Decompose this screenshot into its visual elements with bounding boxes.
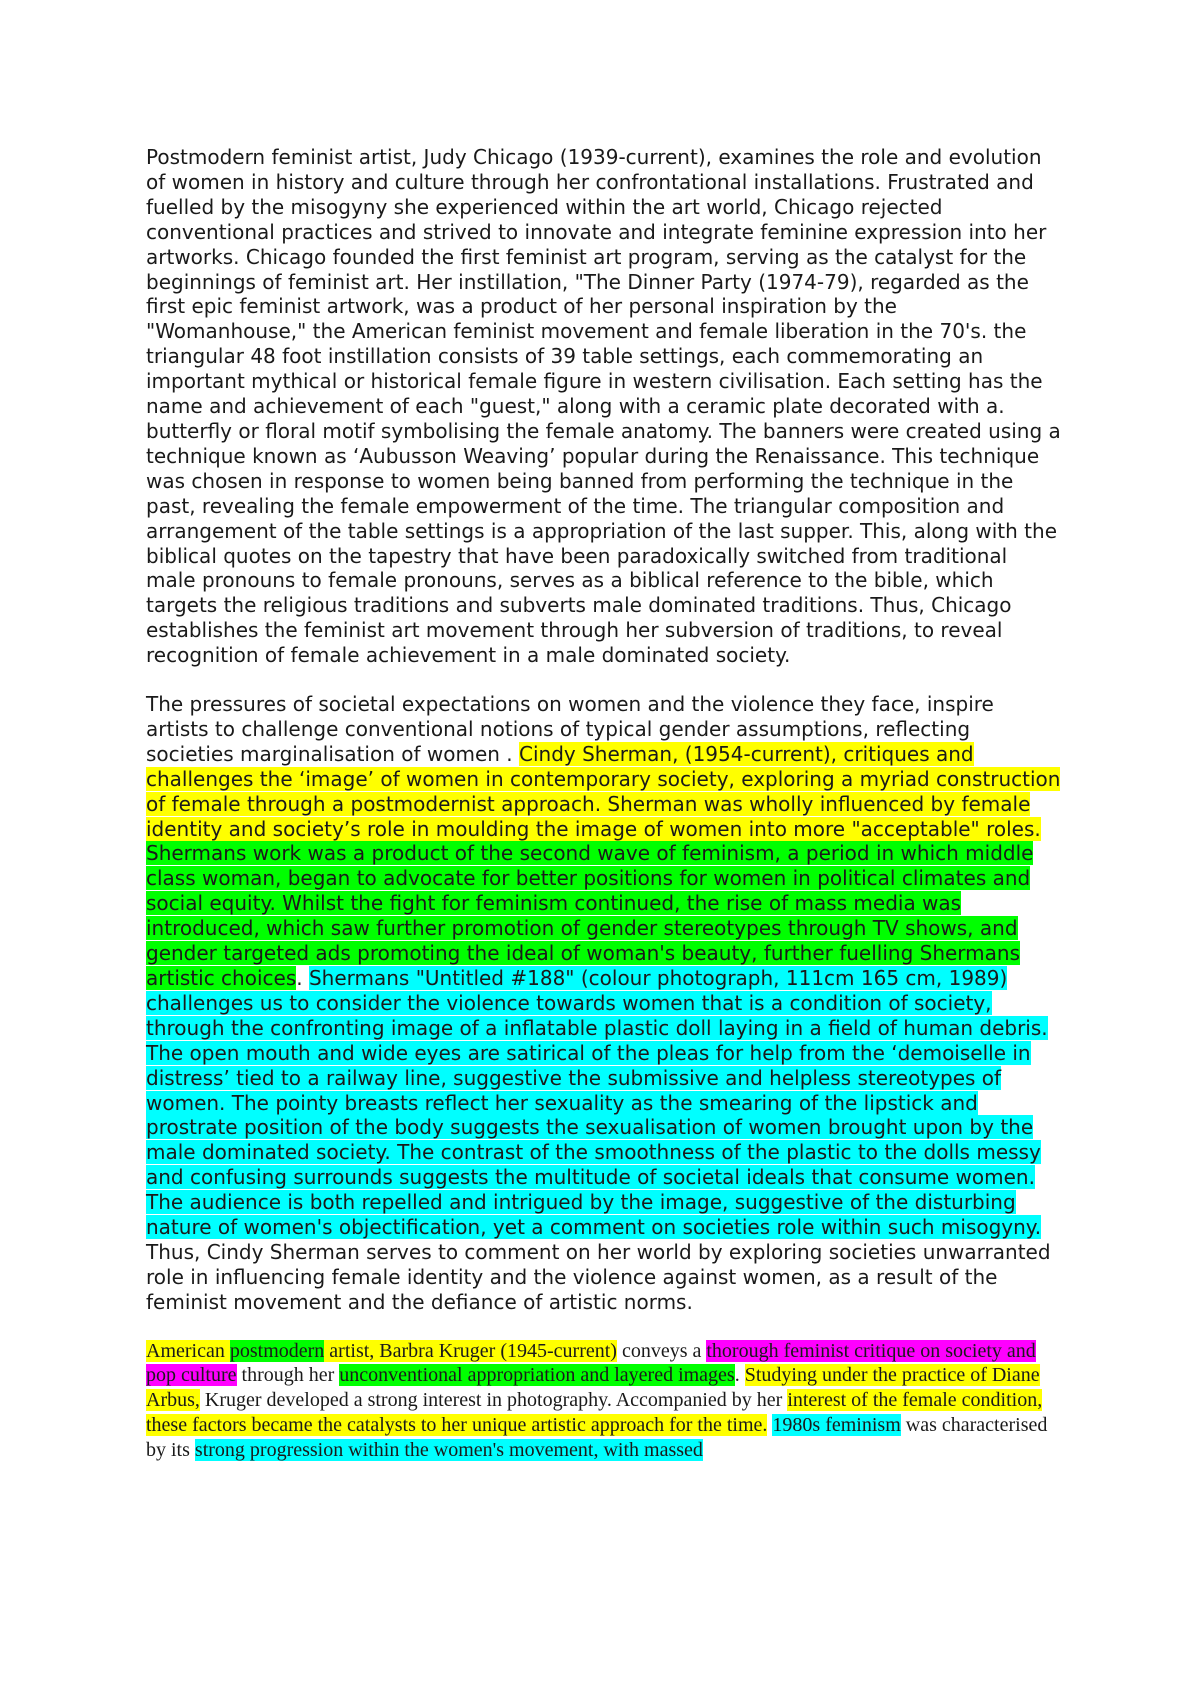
yellow-highlight: artist, Barbra Kruger (1945-current) xyxy=(324,1339,617,1362)
text-segment: The pressures of societal expectations on women and the violence they face, inspire artists to challenge conventional notions of typical gender assumptions, reflecting societies marginalisation of women . xyxy=(146,692,994,766)
text-segment: through her xyxy=(236,1364,340,1387)
yellow-highlight: interest of the female condition, these factors became the catalysts to her unique artistic approach for the time. xyxy=(146,1389,1043,1437)
text-segment: Kruger developed a strong interest in photography. Accompanied by her xyxy=(199,1389,788,1412)
green-highlight: Shermans work was a product of the second wave of feminism, a period in which middle class woman, began to advocate for better positions for women in political climates and social equity. Whilst the fight for feminism continued, the rise of mass media was introduced, which saw further promotion of gender stereotypes through TV shows, and gender targeted ads promoting the ideal of woman's beauty, further fuelling Shermans artistic choices xyxy=(146,841,1034,990)
text-segment: . xyxy=(296,966,309,990)
paragraph-barbra-kruger xyxy=(146,1339,1061,1463)
text-segment: . xyxy=(734,1364,745,1387)
text-segment: was characterised by its xyxy=(146,1414,1048,1461)
cyan-highlight: 1980s feminism xyxy=(772,1414,901,1437)
green-highlight: postmodern xyxy=(229,1339,325,1362)
yellow-highlight: Studying under the practice of Diane Arbus, xyxy=(146,1364,1040,1412)
text-segment: conveys a xyxy=(616,1339,707,1362)
cyan-highlight: Shermans "Untitled #188" (colour photograph, 111cm 165 cm, 1989) challenges us to consider the violence towards women that is a condition of society, through the confronting image of a inflatable plastic doll laying in a field of human debris. The open mouth and wide eyes are satirical of the pleas for help from the ‘demoiselle in distress’ tied to a railway line, suggestive the submissive and helpless stereotypes of women. The pointy breasts reflect her sexuality as the smearing of the lipstick and prostrate position of the body suggests the sexualisation of women brought upon by the male dominated society. The contrast of the smoothness of the plastic to the dolls messy and confusing surrounds suggests the multitude of societal ideals that consume women. The audience is both repelled and intrigued by the image, suggestive of the disturbing nature of women's objectification, yet a comment on societies role within such misogyny. xyxy=(146,966,1048,1240)
cyan-highlight: strong progression within the women's movement, with massed xyxy=(194,1438,703,1461)
yellow-highlight: American xyxy=(146,1339,230,1362)
magenta-highlight: thorough feminist critique on society and pop culture xyxy=(146,1339,1036,1387)
green-highlight: unconventional appropriation and layered images xyxy=(339,1364,735,1387)
paragraph-cindy-sherman xyxy=(146,692,1061,1315)
yellow-highlight: Cindy Sherman, (1954-current), critiques and challenges the ‘image’ of women in contemporary society, exploring a myriad construction of female through a postmodernist approach. Sherman was wholly influenced by female identity and society’s role in moulding the image of women into more "acceptable" roles. xyxy=(146,741,1061,841)
text-segment: Thus, Cindy Sherman serves to comment on her world by exploring societies unwarranted role in influencing female identity and the violence against women, as a result of the feminist movement and the defiance of artistic norms. xyxy=(146,1239,1051,1314)
document-page xyxy=(146,145,1061,1463)
paragraph-judy-chicago xyxy=(146,145,1061,668)
paragraph-text: Postmodern feminist artist, Judy Chicago (1939-current), examines the role and evolution of women in history and culture through her confrontational installations. Frustrated and fuelled by the misogyny she experienced within the art world, Chicago rejected conventional practices and strived to innovate and integrate feminine expression into her artworks. Chicago founded the first feminist art program, serving as the catalyst for the beginnings of feminist art. Her instillation, "The Dinner Party (1974-79), regarded as the first epic feminist artwork, was a product of her personal inspiration by the "Womanhouse," the American feminist movement and female liberation in the 70's. the triangular 48 foot instillation consists of 39 table settings, each commemorating an important mythical or historical female figure in western civilisation. Each setting has the name and achievement of each "guest," along with a ceramic plate decorated with a. butterfly or floral motif symbolising the female anatomy. The banners were created using a technique known as ‘Aubusson Weaving’ popular during the Renaissance. This technique was chosen in response to women being banned from performing the technique in the past, revealing the female empowerment of the time. The triangular composition and arrangement of the table settings is a appropriation of the last supper. This, along with the biblical quotes on the tapestry that have been paradoxically switched from traditional male pronouns to female pronouns, serves as a biblical reference to the bible, which targets the religious traditions and subverts male dominated traditions. Thus, Chicago establishes the feminist art movement through her subversion of traditions, to reveal recognition of female achievement in a male dominated society. xyxy=(146,145,1061,668)
